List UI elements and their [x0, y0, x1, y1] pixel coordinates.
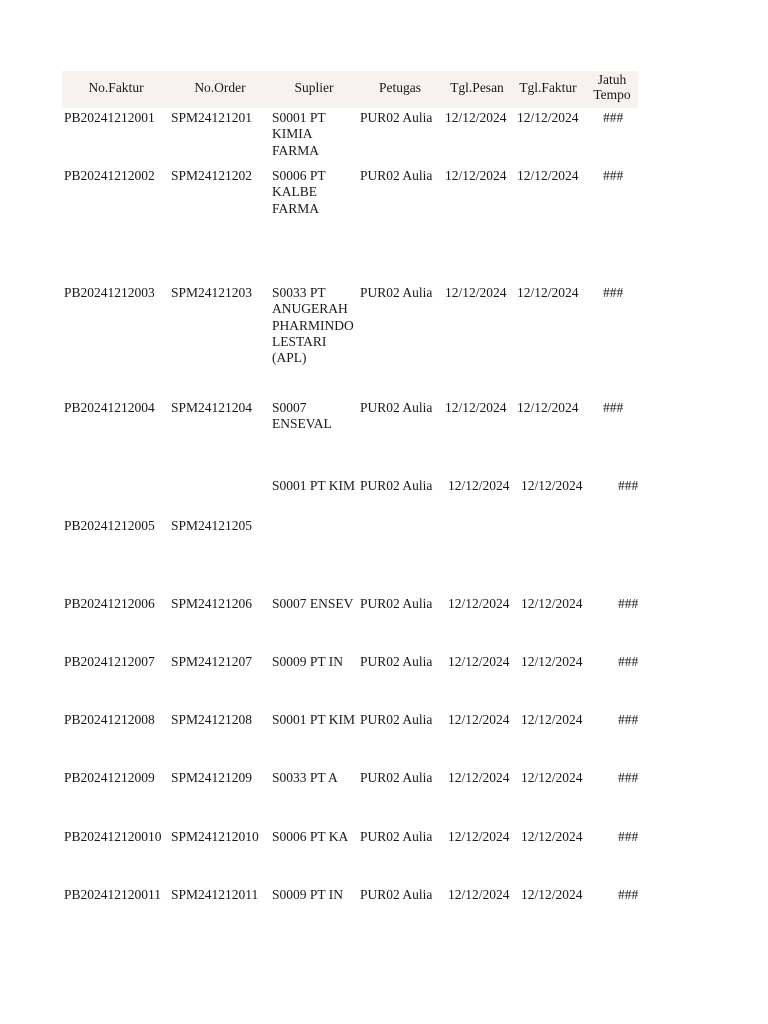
cell-suplier: S0001 PT KIMIA FARMA [272, 110, 326, 158]
cell-tgl-pesan: 12/12/2024 [445, 400, 507, 415]
cell-tgl-faktur: 12/12/2024 [521, 654, 583, 669]
cell-jatuh-tempo: ### [618, 770, 639, 785]
cell-petugas: PUR02 Aulia [360, 887, 433, 902]
cell-petugas: PUR02 Aulia [360, 478, 433, 493]
cell-no-faktur: PB20241212005 [64, 518, 155, 533]
cell-no-faktur: PB20241212006 [64, 596, 155, 611]
cell-jatuh-tempo: ### [603, 168, 624, 183]
cell-jatuh-tempo: ### [618, 478, 639, 493]
cell-suplier: S0006 PT KALBE FARMA [272, 168, 326, 216]
cell-tgl-faktur: 12/12/2024 [517, 400, 579, 415]
cell-tgl-pesan: 12/12/2024 [448, 596, 510, 611]
cell-petugas: PUR02 Aulia [360, 110, 433, 125]
cell-petugas: PUR02 Aulia [360, 654, 433, 669]
cell-petugas: PUR02 Aulia [360, 596, 433, 611]
cell-tgl-pesan: 12/12/2024 [448, 478, 510, 493]
header-petugas: Petugas [379, 80, 421, 95]
cell-tgl-faktur: 12/12/2024 [521, 770, 583, 785]
cell-no-order: SPM241212010 [171, 829, 259, 844]
cell-no-order: SPM24121205 [171, 518, 253, 533]
cell-jatuh-tempo: ### [618, 596, 639, 611]
cell-suplier: S0007 ENSEVAL [272, 400, 332, 432]
cell-tgl-faktur: 12/12/2024 [521, 712, 583, 727]
cell-tgl-pesan: 12/12/2024 [448, 712, 510, 727]
cell-jatuh-tempo: ### [603, 400, 624, 415]
cell-petugas: PUR02 Aulia [360, 168, 433, 183]
header-tgl-faktur: Tgl.Faktur [519, 80, 577, 95]
cell-jatuh-tempo: ### [618, 654, 639, 669]
cell-no-order: SPM24121209 [171, 770, 253, 785]
cell-no-order: SPM24121207 [171, 654, 253, 669]
cell-jatuh-tempo: ### [618, 829, 639, 844]
cell-tgl-pesan: 12/12/2024 [448, 654, 510, 669]
cell-no-faktur: PB20241212003 [64, 285, 155, 300]
header-no-faktur: No.Faktur [88, 80, 144, 95]
cell-petugas: PUR02 Aulia [360, 285, 433, 300]
cell-petugas: PUR02 Aulia [360, 712, 433, 727]
cell-tgl-faktur: 12/12/2024 [517, 110, 579, 125]
cell-no-faktur: PB202412120010 [64, 829, 162, 844]
cell-no-faktur: PB20241212007 [64, 654, 155, 669]
cell-no-faktur: PB202412120011 [64, 887, 162, 902]
cell-tgl-faktur: 12/12/2024 [521, 829, 583, 844]
cell-tgl-pesan: 12/12/2024 [445, 285, 507, 300]
cell-tgl-pesan: 12/12/2024 [448, 829, 510, 844]
cell-no-faktur: PB20241212008 [64, 712, 155, 727]
cell-tgl-pesan: 12/12/2024 [448, 770, 510, 785]
cell-no-order: SPM24121203 [171, 285, 253, 300]
cell-suplier: S0001 PT KIM [272, 478, 356, 493]
cell-no-order: SPM24121202 [171, 168, 253, 183]
cell-tgl-faktur: 12/12/2024 [517, 285, 579, 300]
cell-no-faktur: PB20241212004 [64, 400, 155, 415]
cell-tgl-faktur: 12/12/2024 [517, 168, 579, 183]
cell-tgl-pesan: 12/12/2024 [445, 110, 507, 125]
header-no-order: No.Order [194, 80, 246, 95]
cell-no-faktur: PB20241212009 [64, 770, 155, 785]
cell-tgl-pesan: 12/12/2024 [445, 168, 507, 183]
cell-no-order: SPM24121201 [171, 110, 253, 125]
cell-tgl-pesan: 12/12/2024 [448, 887, 510, 902]
cell-petugas: PUR02 Aulia [360, 829, 433, 844]
cell-suplier: S0001 PT KIM [272, 712, 356, 727]
cell-jatuh-tempo: ### [618, 887, 639, 902]
cell-suplier: S0033 PT ANUGERAH PHARMINDO LESTARI (APL) [272, 285, 354, 366]
cell-no-faktur: PB20241212001 [64, 110, 155, 125]
cell-tgl-faktur: 12/12/2024 [521, 596, 583, 611]
cell-suplier: S0007 ENSEV [272, 596, 354, 611]
header-jatuh-tempo: Jatuh Tempo [593, 72, 631, 102]
cell-petugas: PUR02 Aulia [360, 400, 433, 415]
cell-suplier: S0009 PT IN [272, 887, 344, 902]
cell-no-order: SPM24121204 [171, 400, 253, 415]
cell-suplier: S0006 PT KA [272, 829, 349, 844]
header-tgl-pesan: Tgl.Pesan [450, 80, 504, 95]
cell-jatuh-tempo: ### [618, 712, 639, 727]
cell-tgl-faktur: 12/12/2024 [521, 887, 583, 902]
cell-suplier: S0009 PT IN [272, 654, 344, 669]
cell-no-order: SPM24121206 [171, 596, 253, 611]
cell-suplier: S0033 PT A [272, 770, 338, 785]
cell-tgl-faktur: 12/12/2024 [521, 478, 583, 493]
cell-jatuh-tempo: ### [603, 285, 624, 300]
cell-no-order: SPM241212011 [171, 887, 259, 902]
cell-no-order: SPM24121208 [171, 712, 253, 727]
header-suplier: Suplier [294, 80, 334, 95]
cell-no-faktur: PB20241212002 [64, 168, 155, 183]
cell-jatuh-tempo: ### [603, 110, 624, 125]
cell-petugas: PUR02 Aulia [360, 770, 433, 785]
